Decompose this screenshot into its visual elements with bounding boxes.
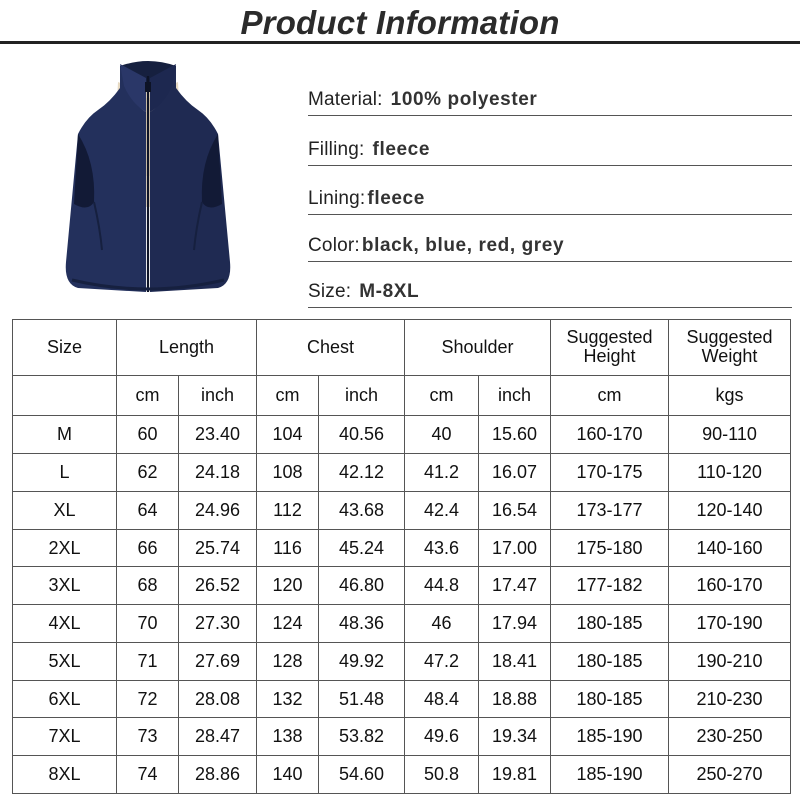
table-cell: 170-175 <box>551 454 669 492</box>
spec-filling-label: Filling: <box>308 139 365 160</box>
table-cell: 42.4 <box>405 491 479 529</box>
spec-size-label: Size: <box>308 281 352 302</box>
table-cell: 230-250 <box>669 718 791 756</box>
spec-material <box>308 86 792 116</box>
table-cell: 72 <box>117 680 179 718</box>
table-cell: 49.6 <box>405 718 479 756</box>
size-cell: M <box>13 416 117 454</box>
unit-cell-empty <box>13 375 117 416</box>
table-cell: 17.00 <box>479 529 551 567</box>
table-cell: 74 <box>117 756 179 794</box>
table-cell: 16.54 <box>479 491 551 529</box>
table-cell: 128 <box>257 642 319 680</box>
table-cell: 70 <box>117 605 179 643</box>
table-cell: 190-210 <box>669 642 791 680</box>
table-row <box>13 529 791 567</box>
unit-cell: inch <box>179 375 257 416</box>
table-cell: 15.60 <box>479 416 551 454</box>
vest-product-image <box>48 52 248 302</box>
table-cell: 28.47 <box>179 718 257 756</box>
table-cell: 27.69 <box>179 642 257 680</box>
header-length: Length <box>117 320 257 376</box>
size-cell: XL <box>13 491 117 529</box>
table-cell: 160-170 <box>669 567 791 605</box>
size-cell: 5XL <box>13 642 117 680</box>
table-cell: 185-190 <box>551 756 669 794</box>
table-cell: 28.08 <box>179 680 257 718</box>
size-rows <box>13 416 791 794</box>
table-cell: 210-230 <box>669 680 791 718</box>
table-cell: 175-180 <box>551 529 669 567</box>
table-cell: 173-177 <box>551 491 669 529</box>
spec-lining-label: Lining: <box>308 188 366 209</box>
table-cell: 43.6 <box>405 529 479 567</box>
spec-material-label: Material: <box>308 89 383 110</box>
table-cell: 17.94 <box>479 605 551 643</box>
table-cell: 73 <box>117 718 179 756</box>
table-cell: 180-185 <box>551 605 669 643</box>
table-cell: 26.52 <box>179 567 257 605</box>
header-shoulder: Shoulder <box>405 320 551 376</box>
spec-material-value: 100% polyester <box>390 89 538 110</box>
table-cell: 42.12 <box>319 454 405 492</box>
table-cell: 170-190 <box>669 605 791 643</box>
table-cell: 24.96 <box>179 491 257 529</box>
table-row <box>13 567 791 605</box>
table-cell: 48.4 <box>405 680 479 718</box>
table-cell: 19.34 <box>479 718 551 756</box>
table-cell: 180-185 <box>551 680 669 718</box>
table-cell: 66 <box>117 529 179 567</box>
table-cell: 27.30 <box>179 605 257 643</box>
page-title: Product Information <box>240 4 560 41</box>
unit-cell: cm <box>551 375 669 416</box>
table-cell: 112 <box>257 491 319 529</box>
table-cell: 132 <box>257 680 319 718</box>
table-cell: 18.41 <box>479 642 551 680</box>
table-cell: 41.2 <box>405 454 479 492</box>
table-cell: 16.07 <box>479 454 551 492</box>
table-cell: 140-160 <box>669 529 791 567</box>
spec-lining <box>308 185 792 215</box>
size-cell: 3XL <box>13 567 117 605</box>
table-cell: 104 <box>257 416 319 454</box>
table-cell: 110-120 <box>669 454 791 492</box>
table-cell: 53.82 <box>319 718 405 756</box>
table-row <box>13 605 791 643</box>
table-cell: 138 <box>257 718 319 756</box>
table-row <box>13 642 791 680</box>
table-cell: 185-190 <box>551 718 669 756</box>
table-row <box>13 416 791 454</box>
header-chest: Chest <box>257 320 405 376</box>
table-row <box>13 756 791 794</box>
header-suggested-height: Suggested Height <box>551 320 669 376</box>
size-cell: 6XL <box>13 680 117 718</box>
table-cell: 60 <box>117 416 179 454</box>
table-cell: 28.86 <box>179 756 257 794</box>
size-cell: 8XL <box>13 756 117 794</box>
table-cell: 17.47 <box>479 567 551 605</box>
table-cell: 120 <box>257 567 319 605</box>
unit-cell: inch <box>319 375 405 416</box>
table-cell: 62 <box>117 454 179 492</box>
table-cell: 18.88 <box>479 680 551 718</box>
table-cell: 180-185 <box>551 642 669 680</box>
table-cell: 45.24 <box>319 529 405 567</box>
spec-size-value: M-8XL <box>359 281 420 302</box>
table-row <box>13 680 791 718</box>
title-divider <box>0 41 800 44</box>
table-cell: 40.56 <box>319 416 405 454</box>
header-size: Size <box>13 320 117 376</box>
spec-filling <box>308 136 792 166</box>
table-cell: 40 <box>405 416 479 454</box>
table-cell: 50.8 <box>405 756 479 794</box>
size-chart-table <box>12 319 791 794</box>
table-cell: 177-182 <box>551 567 669 605</box>
table-cell: 51.48 <box>319 680 405 718</box>
table-cell: 25.74 <box>179 529 257 567</box>
table-cell: 68 <box>117 567 179 605</box>
table-cell: 116 <box>257 529 319 567</box>
table-cell: 46 <box>405 605 479 643</box>
spec-filling-value: fleece <box>372 139 430 160</box>
spec-color <box>308 232 792 262</box>
table-row <box>13 718 791 756</box>
unit-cell: cm <box>405 375 479 416</box>
table-cell: 48.36 <box>319 605 405 643</box>
table-cell: 71 <box>117 642 179 680</box>
unit-cell: cm <box>117 375 179 416</box>
size-cell: 4XL <box>13 605 117 643</box>
table-cell: 46.80 <box>319 567 405 605</box>
spec-size <box>308 278 792 308</box>
table-cell: 124 <box>257 605 319 643</box>
table-row <box>13 491 791 529</box>
spec-color-label: Color: <box>308 235 360 256</box>
unit-cell: cm <box>257 375 319 416</box>
table-units-row <box>13 375 791 416</box>
spec-color-value: black, blue, red, grey <box>361 235 565 256</box>
table-cell: 108 <box>257 454 319 492</box>
table-cell: 43.68 <box>319 491 405 529</box>
table-cell: 140 <box>257 756 319 794</box>
table-cell: 120-140 <box>669 491 791 529</box>
size-cell: L <box>13 454 117 492</box>
table-cell: 54.60 <box>319 756 405 794</box>
spec-lining-value: fleece <box>367 188 425 209</box>
table-cell: 64 <box>117 491 179 529</box>
table-cell: 23.40 <box>179 416 257 454</box>
table-cell: 47.2 <box>405 642 479 680</box>
table-header-row <box>13 320 791 376</box>
size-cell: 2XL <box>13 529 117 567</box>
table-cell: 90-110 <box>669 416 791 454</box>
size-cell: 7XL <box>13 718 117 756</box>
table-cell: 19.81 <box>479 756 551 794</box>
unit-cell: inch <box>479 375 551 416</box>
table-cell: 250-270 <box>669 756 791 794</box>
unit-cell: kgs <box>669 375 791 416</box>
header-suggested-weight: Suggested Weight <box>669 320 791 376</box>
table-cell: 44.8 <box>405 567 479 605</box>
table-cell: 24.18 <box>179 454 257 492</box>
table-cell: 49.92 <box>319 642 405 680</box>
table-cell: 160-170 <box>551 416 669 454</box>
table-row <box>13 454 791 492</box>
